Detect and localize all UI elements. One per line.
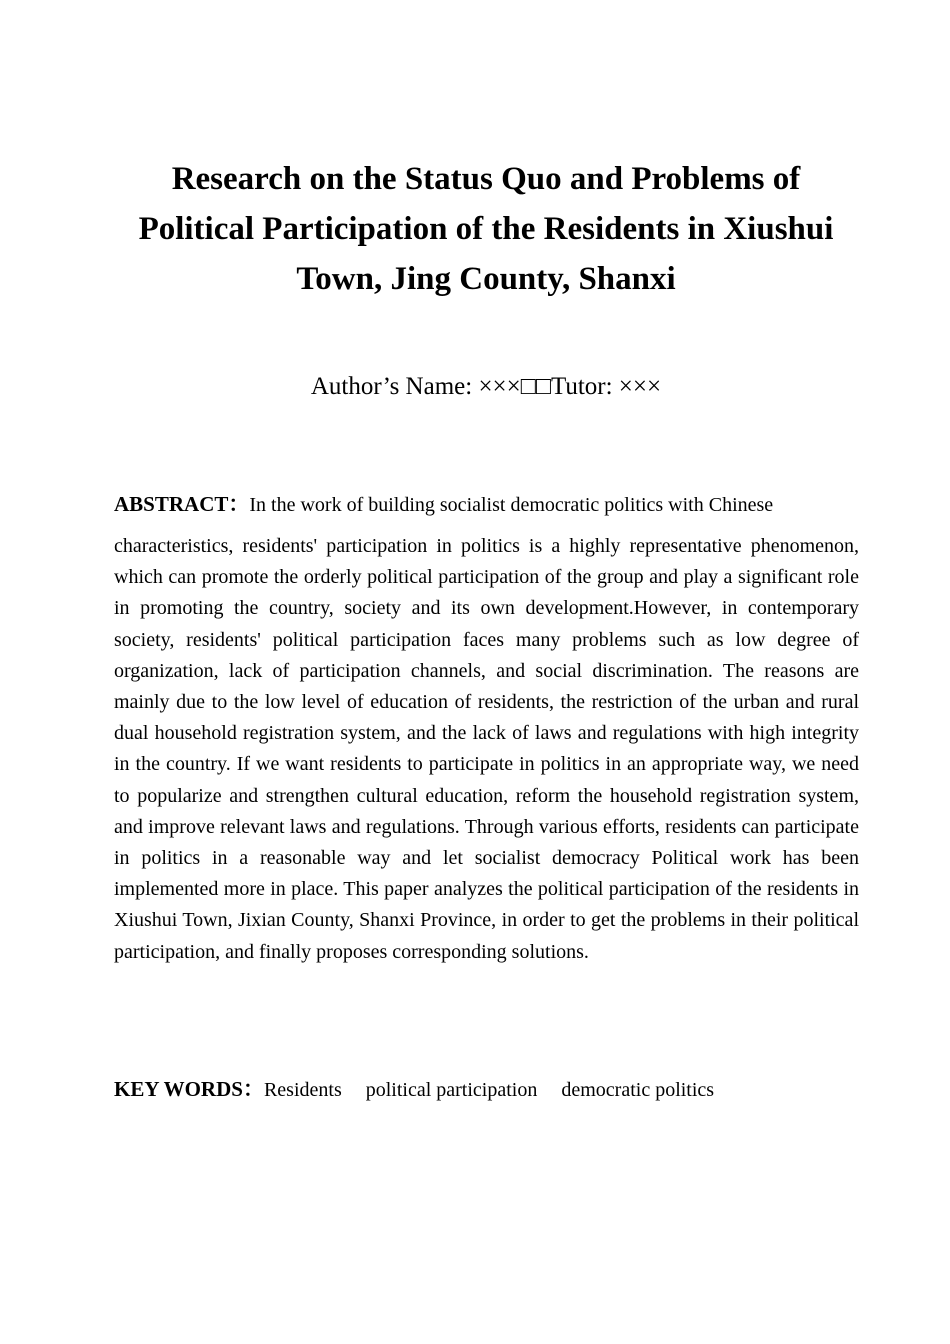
abstract-first-text: In the work of building socialist democratic politics with Chinese (249, 494, 774, 516)
keywords-line (114, 1073, 859, 1106)
keyword-item: democratic politics (561, 1079, 715, 1101)
abstract-body: characteristics, residents' participation in politics is a highly representative phenomenon, which can promote the orderly political participation of the group and play a significant role in promoting the country, society and its own development.However, in contemporary society, residents' political participation faces many problems such as low degree of organization, lack of participation channels, and social discrimination. The reasons are mainly due to the low level of education of residents, the restriction of the urban and rural dual household registration system, and the lack of laws and regulations with high integrity in the country. If we want residents to participate in politics in an appropriate way, we need to popularize and strengthen cultural education, reform the household registration system, and improve relevant laws and regulations. Through various efforts, residents can participate in politics in a reasonable way and let socialist democracy Political work has been implemented more in place. This paper analyzes the political participation of the residents in Xiushui Town, Jixian County, Shanxi Province, in order to get the problems in their political participation, and finally proposes corresponding solutions. (114, 535, 859, 963)
author-line: Author’s Name: ×××□□Tutor: ××× (310, 373, 662, 400)
keywords-label: KEY WORDS： (114, 1077, 264, 1101)
abstract-first-line (114, 488, 859, 521)
title-line-3: Town, Jing County, Shanxi (296, 261, 676, 297)
keyword-item: political participation (365, 1079, 538, 1101)
abstract-label: ABSTRACT： (114, 492, 250, 516)
title-line-1: Research on the Status Quo and Problems of (171, 161, 801, 197)
title-line-2: Political Participation of the Residents in Xiushui (138, 211, 834, 247)
paper-title (95, 154, 877, 304)
keyword-item: Residents (263, 1079, 342, 1101)
